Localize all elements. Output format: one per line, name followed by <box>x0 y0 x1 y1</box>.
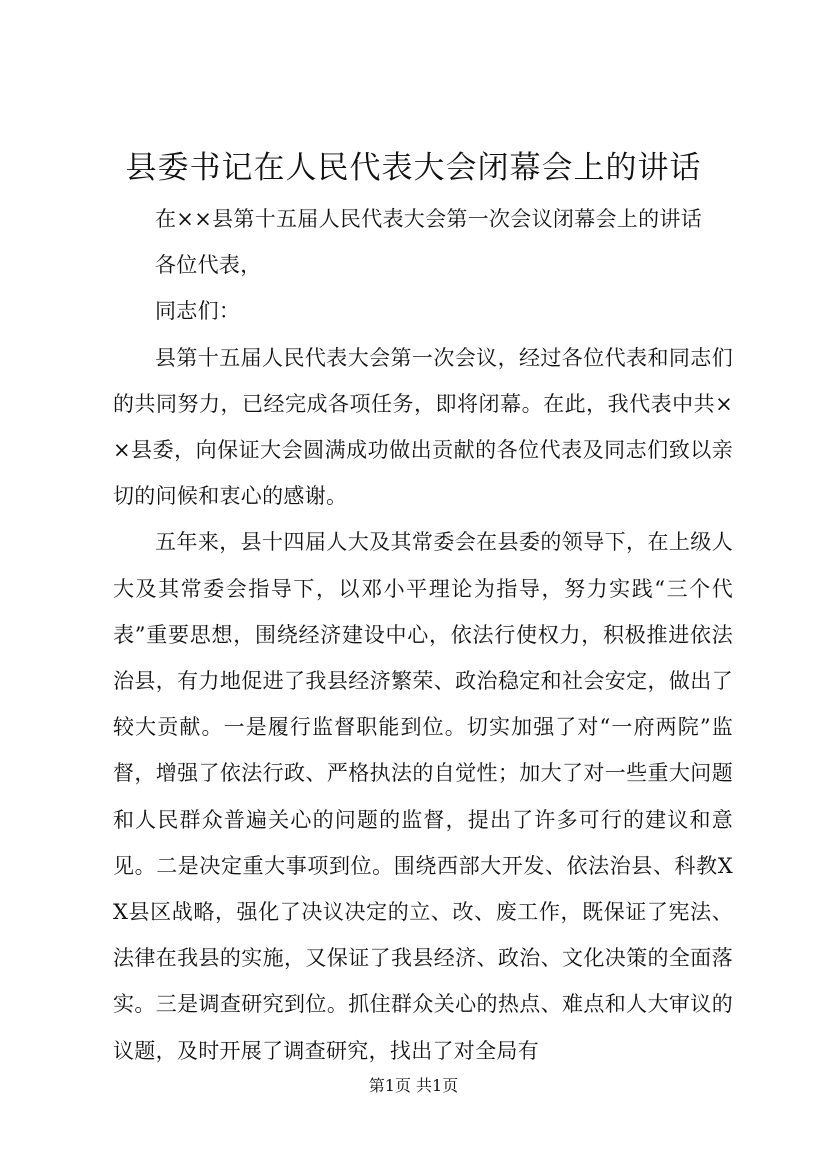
body-paragraph: 县第十五届人民代表大会第一次会议，经过各位代表和同志们的共同努力，已经完成各项任务，即将闭幕。在此，我代表中共××县委，向保证大会圆满成功做出贡献的各位代表及同志们致以亲切的问候和衷心的感谢。 <box>113 345 733 509</box>
document-body <box>113 196 733 1074</box>
salutation-delegates: 各位代表， <box>155 253 262 278</box>
page-footer: 第1页 共1页 <box>368 1076 459 1095</box>
salutation-comrades: 同志们： <box>155 299 241 324</box>
speech-subtitle: 在××县第十五届人民代表大会第一次会议闭幕会上的讲话 <box>155 207 702 231</box>
document-title: 县委书记在人民代表大会闭幕会上的讲话 <box>125 150 702 186</box>
body-paragraph: 五年来，县十四届人大及其常委会在县委的领导下，在上级人大及其常委会指导下，以邓小平理论为指导，努力实践“三个代表”重要思想，围绕经济建设中心，依法行使权力，积极推进依法治县，有力地促进了我县经济繁荣、政治稳定和社会安定，做出了较大贡献。一是履行监督职能到位。切实加强了对“一府两院”监督，增强了依法行政、严格执法的自觉性；加大了对一些重大问题和人民群众普遍关心的问题的监督，提出了许多可行的建议和意见。二是决定重大事项到位。围绕西部大开发、依法治县、科教XX县区战略，强化了决议决定的立、改、废工作，既保证了宪法、法律在我县的实施，又保证了我县经济、政治、文化决策的全面落实。三是调查研究到位。抓住群众关心的热点、难点和人大审议的议题，及时开展了调查研究，找出了对全局有 <box>113 530 733 1063</box>
